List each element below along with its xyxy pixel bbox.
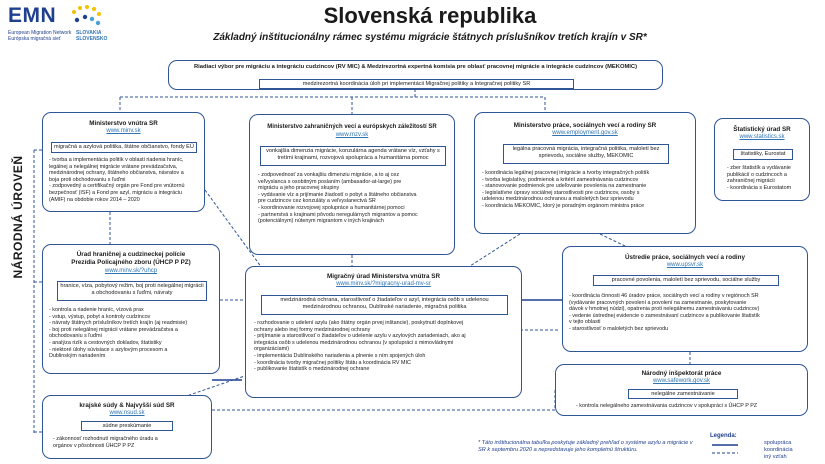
top-box-inner: medzirezortná koordinácia úloh pri implementácii Migračnej politiky a Integračnej politiky SR bbox=[259, 79, 574, 89]
list-item: (potenciálnym) nútenym migrantom v iných krajinách bbox=[258, 218, 384, 225]
minv-box bbox=[42, 112, 205, 212]
list-item: pre cudzincov cez konzuláty a veľvyslanectvá SR bbox=[258, 198, 376, 205]
list-item: - vstup, výstup, pobyt a kontroly cudzincov bbox=[49, 313, 151, 320]
side-label: NÁRODNÁ ÚROVEŇ bbox=[11, 155, 25, 279]
top-coordination-box bbox=[168, 60, 663, 90]
legend-lines bbox=[706, 433, 746, 463]
police-title-2: Prezídia Policajného zboru (ÚHCP P PZ) bbox=[71, 259, 191, 266]
nip-bullets bbox=[576, 403, 806, 410]
logo-country2: SLOVENSKO bbox=[76, 36, 108, 42]
mzv-box bbox=[249, 114, 455, 255]
list-item: orgánov v pôsobnosti ÚHCP P PZ bbox=[53, 442, 135, 449]
upsvr-title: Ústredie práce, sociálnych vecí a rodiny bbox=[624, 254, 746, 261]
statistics-bullets bbox=[727, 165, 809, 191]
list-item: publikácií o cudzincoch a bbox=[727, 171, 787, 178]
list-item: - partnerstvá s krajinami pôvodu neregulárnych migrantov a pomoc bbox=[258, 211, 418, 218]
logo-line1: European Migration Network bbox=[8, 30, 72, 36]
list-item: - starostlivosť o maloletých bez sprievodu bbox=[569, 325, 669, 332]
list-item: legálnej a nelegálnej migrácie vrátane prevádzačstva, bbox=[49, 163, 178, 170]
minv-link[interactable]: www.minv.sk bbox=[106, 128, 141, 134]
statistics-inner: štatistiky, Eurostat bbox=[733, 149, 793, 160]
list-item: bezpečnosť (ISF) a Fond pre azyl, migráciu a integráciu bbox=[49, 189, 182, 196]
list-item: integrácia osôb s udelenou medzinárodnou ochranou (v spolupráci s mimovládnymi bbox=[254, 339, 454, 346]
mzv-title: Ministerstvo zahraničných vecí a európskych záležitostí SR bbox=[267, 124, 437, 130]
footnote: * Táto inštitucionálna tabuľka poskytuje základný prehľad o systéme azylu a migrácie v SR k septembru 2020 a nepredstavuje jeho kompletnú štruktúru. bbox=[478, 440, 693, 453]
police-link[interactable]: www.minv.sk/?uhcp bbox=[104, 268, 158, 274]
list-item: - prijímanie a starostlivosť o žiadateľov o udelenie azylu v azylových zariadeniach, ako aj bbox=[254, 333, 466, 340]
list-item: - zber štatistík a vydávanie bbox=[727, 165, 791, 171]
list-item: - koordinácia legálnej pracovnej imigrácie a tvorby integračných politík bbox=[482, 170, 650, 176]
logo-line2: Európska migračná sieť bbox=[8, 36, 61, 42]
list-item: v tejto oblasti bbox=[569, 319, 601, 326]
nip-link[interactable]: www.safework.gov.sk bbox=[653, 378, 710, 384]
mzv-inner: vonkajšia dimenzia migrácie, konzulárna agenda vrátane víz, vzťahy s tretími krajinami, rozvojová spolupráca a humanitárna pomoc bbox=[260, 146, 446, 166]
list-item: - kontrola nelegálneho zamestnávania cudzincov v spolupráci s ÚHCP P PZ bbox=[576, 403, 758, 409]
list-item: - rozhodovanie o udelení azylu (ako štátny orgán prvej inštancie), poskytnutí doplnkovej bbox=[254, 320, 464, 326]
list-item: - tvorba legislatívy, podmienok a kritérií zamestnávania cudzincov bbox=[482, 176, 639, 183]
list-item: ochrany alebo inej formy medzinárodnej ochrany bbox=[254, 326, 371, 333]
page-subtitle: Základný inštitucionálny rámec systému migrácie štátnych príslušníkov tretích krajín v SR* bbox=[213, 32, 647, 43]
list-item: - koordinácia tvorby migračnej politiky štátu a koordinácia RV MIC bbox=[254, 359, 411, 366]
nip-inner: nelegálne zamestnávanie bbox=[628, 389, 738, 399]
eu-stars-icon bbox=[68, 4, 108, 30]
mpsvr-box bbox=[474, 112, 696, 234]
courts-bullets bbox=[53, 436, 211, 449]
minv-inner: migračná a azylová politika, štátne občianstvo, fondy EÚ bbox=[51, 142, 197, 153]
statistics-title: Štatistický úrad SR bbox=[733, 126, 791, 133]
emn-logo-text: EMN bbox=[8, 4, 57, 27]
list-item: - koordinácia MEKOMIC, ktorý je poradným orgánom ministra práce bbox=[482, 202, 645, 209]
logo-country1: SLOVAKIA bbox=[76, 30, 102, 36]
list-item: - zákonnosť rozhodnutí migračného úradu a bbox=[53, 436, 158, 442]
mpsvr-inner: legálna pracovná migrácia, integračná politika, maloletí bez sprievodu, sociálne služby, MEKOMIC bbox=[503, 144, 669, 164]
list-item: - kontrola a riadenie hraníc, vízová prax bbox=[49, 307, 144, 313]
mpsvr-title: Ministerstvo práce, sociálnych vecí a rodiny SR bbox=[513, 122, 657, 129]
list-item: - niektoré úlohy súvisiace s azylovým procesom a bbox=[49, 346, 168, 353]
upsvr-box bbox=[562, 246, 808, 352]
legend-item-other: iný vzťah bbox=[764, 454, 787, 460]
police-bullets bbox=[49, 307, 221, 360]
upsvr-bullets bbox=[569, 293, 807, 333]
courts-box bbox=[42, 395, 212, 459]
list-item: boja proti obchodovaniu s ľuďmi bbox=[49, 176, 126, 183]
list-item: - vedenie ústrednej evidencie o zamestnávaní cudzincov a publikovanie štatistík bbox=[569, 312, 760, 319]
police-box bbox=[42, 244, 220, 374]
list-item: medzinárodnej ochrany, štátneho občianstva, návratov a bbox=[49, 170, 184, 177]
legend-title: Legenda: bbox=[710, 433, 737, 439]
list-item: - vydávanie víz a prijímanie žiadostí o pobyt a štátneho občianstva bbox=[258, 191, 417, 198]
list-item: - implementácia Dublinského nariadenia a plnenie s ním spojených úloh bbox=[254, 352, 426, 359]
mzv-link[interactable]: www.mzv.sk bbox=[335, 132, 369, 138]
list-item: - návraty štátnych príslušníkov tretích krajín (aj readmisie) bbox=[49, 320, 188, 327]
top-box-title: Riadiaci výbor pre migráciu a integráciu cudzincov (RV MIC) & Medzirezortná expertná komisia pre oblasť pracovnej migrácie a integrácie cudzincov (MEKOMIC) bbox=[193, 64, 638, 70]
list-item: migráciu a jeho pracovnej skupiny bbox=[258, 185, 340, 192]
list-item: obchodovaniu s ľuďmi bbox=[49, 333, 102, 340]
statistics-link[interactable]: www.statistics.sk bbox=[739, 134, 785, 140]
list-item: - koordinovanie rozvojovej spolupráce a humanitárnej pomoci bbox=[258, 204, 405, 211]
nip-box bbox=[555, 364, 808, 416]
list-item: (vydávanie pracovných povolení a povolení na zamestnanie, poskytovanie bbox=[569, 299, 747, 306]
migration-office-link[interactable]: www.minv.sk/?migracny-urad-mv-sr bbox=[336, 281, 431, 287]
list-item: organizáciami) bbox=[254, 346, 290, 353]
list-item: - legislatívne úpravy sociálnej starostlivosti pre cudzincov, osoby s bbox=[482, 189, 640, 196]
legend-item-cooperation: spolupráca bbox=[764, 440, 792, 446]
upsvr-inner: pracovné povolenia, maloletí bez sprievodu, sociálne služby bbox=[593, 275, 779, 286]
courts-link[interactable]: www.nsud.sk bbox=[109, 410, 145, 416]
minv-title: Ministerstvo vnútra SR bbox=[89, 120, 158, 127]
migration-office-bullets bbox=[254, 320, 522, 373]
list-item: - boj proti nelegálnej migrácii vrátane prevádzačstva a bbox=[49, 326, 178, 333]
list-item: veľvyslanca s osobitným poslaním (ambasador-at-large) pre bbox=[258, 178, 402, 185]
upsvr-link[interactable]: www.upsvr.sk bbox=[666, 262, 704, 268]
mpsvr-link[interactable]: www.employment.gov.sk bbox=[552, 130, 618, 136]
list-item: dávok v hmotnej núdzi), opatrenia proti nelegálnemu zamestnávaniu cudzincov) bbox=[569, 306, 760, 313]
list-item: udelenou medzinárodnou ochranou a maloletých bez sprievodu bbox=[482, 196, 634, 203]
list-item: - analýza rizík a cestovných dokladov, štatistiky bbox=[49, 339, 162, 346]
list-item: (AMIF) na obdobie rokov 2014 – 2020 bbox=[49, 196, 140, 203]
migration-office-box bbox=[245, 266, 522, 398]
list-item: - zodpovedný a certifikačný orgán pre Fond pre vnútornú bbox=[49, 183, 185, 190]
list-item: zahraničnej migrácii bbox=[727, 178, 775, 185]
legend-item-coordination: koordinácia bbox=[764, 447, 793, 453]
list-item: Dublinským nariadením bbox=[49, 353, 106, 360]
emn-logo bbox=[6, 4, 126, 48]
courts-title: krajské súdy & Najvyšší súd SR bbox=[79, 402, 175, 409]
legend bbox=[706, 433, 818, 463]
list-item: - koordinácia činnosti 46 úradov práce, sociálnych vecí a rodiny v regiónoch SR bbox=[569, 293, 759, 299]
list-item: - zodpovednosť za vonkajšiu dimenziu migrácie, a to aj cez bbox=[258, 172, 400, 178]
list-item: - tvorba a implementácia politík v oblasti riadenia hraníc, bbox=[49, 157, 184, 163]
mpsvr-bullets bbox=[482, 170, 694, 210]
statistics-box bbox=[714, 118, 810, 201]
courts-inner: súdne preskúmanie bbox=[81, 421, 173, 431]
police-inner: hranice, víza, pobytový režim, boj proti nelegálnej migrácii a obchodovaniu s ľuďmi, návraty bbox=[57, 281, 207, 301]
list-item: - koordinácia s Eurostatom bbox=[727, 184, 792, 191]
list-item: - stanovovanie podmienok pre udeľovanie povolenia na zamestnanie bbox=[482, 183, 647, 190]
list-item: - publikovanie štatistík o medzinárodnej ochrane bbox=[254, 366, 370, 373]
migration-office-title: Migračný úrad Ministerstva vnútra SR bbox=[326, 273, 441, 280]
nip-title: Národný inšpektorát práce bbox=[641, 370, 722, 377]
mzv-bullets bbox=[258, 172, 454, 225]
migration-office-inner: medzinárodná ochrana, starostlivosť o žiadateľov o azyl, integrácia osôb s udelenou medzinárodnou ochranou, Dublinské nariadenie, migračná politika bbox=[261, 295, 508, 315]
page-title: Slovenská republika bbox=[323, 3, 537, 28]
minv-bullets bbox=[49, 157, 205, 203]
police-title-1: Úrad hraničnej a cudzineckej polície bbox=[76, 251, 186, 258]
